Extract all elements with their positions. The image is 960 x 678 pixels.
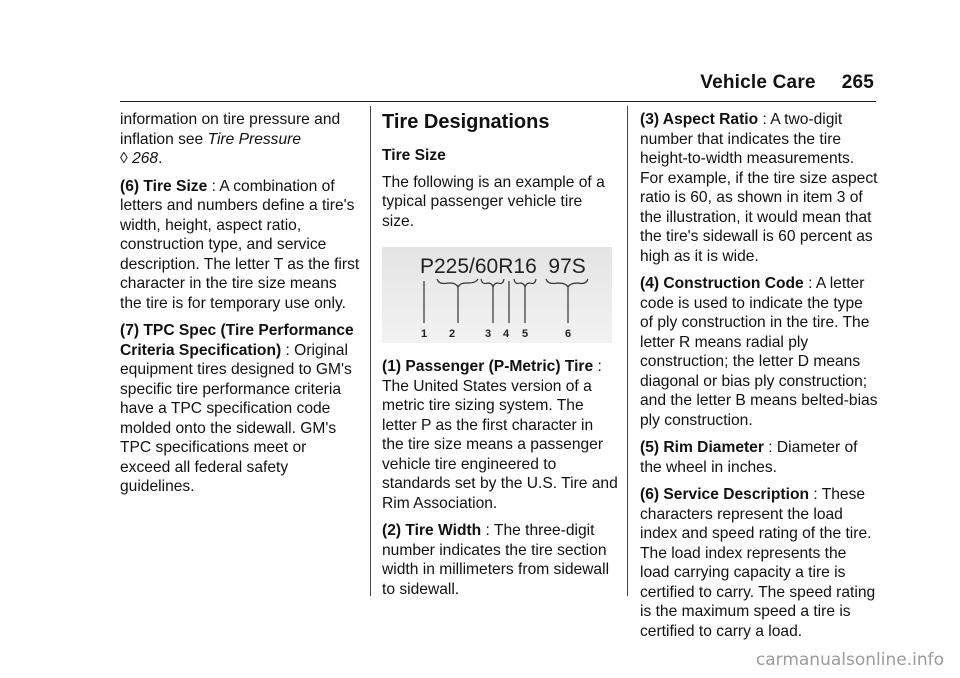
intro-paragraph: The following is an example of a typical passenger vehicle tire size. — [382, 173, 605, 230]
column-3 — [640, 110, 880, 649]
callout-number-6: 6 — [564, 328, 572, 340]
paragraph-tire-pressure-ref — [120, 110, 360, 169]
term-tire-width: (2) Tire Width — [382, 522, 482, 539]
definition-text: : A letter code is used to indicate the type of ply construction in the tire. The letter R means radial ply construction; the letter D means diagonal or bias ply construction; and the letter B means belted-bias ply construction. — [640, 275, 878, 429]
callout-number-2: 2 — [448, 328, 456, 340]
paragraph-construction-code — [640, 274, 880, 430]
callout-number-4: 4 — [502, 328, 510, 340]
header-rule — [120, 101, 876, 102]
paragraph-passenger-tire — [382, 357, 618, 513]
subsection-heading: Tire Size — [382, 147, 446, 164]
tire-code-text: P225/60R16 97S — [420, 255, 586, 278]
paragraph-tire-size — [120, 177, 360, 314]
paragraph-aspect-ratio — [640, 110, 880, 266]
definition-text: : A two-digit number that indicates the tire height-to-width measurements. For example, if the tire size aspect ratio is 60, as shown in item 3 of the illustration, it would mean that the tire's sidewall is 60 percent as high as it is wide. — [640, 111, 878, 265]
term-construction-code: (4) Construction Code — [640, 275, 804, 292]
tire-size-illustration — [382, 247, 612, 343]
definition-text: : Diameter of the wheel in inches. — [640, 439, 858, 476]
term-tire-size: (6) Tire Size — [120, 177, 208, 195]
paragraph-tire-width — [382, 521, 618, 599]
period: . — [158, 150, 163, 167]
term-service-description: (6) Service Description — [640, 486, 809, 503]
term-rim-diameter: (5) Rim Diameter — [640, 439, 764, 456]
callout-number-3: 3 — [484, 328, 492, 340]
page-number: 265 — [841, 72, 874, 93]
definition-text: : Original equipment tires designed to GM's specific tire performance criteria have a TPC specification code molded onto the sidewall. GM's TPC specifications meet or exceed all federal safety guidelines. — [120, 341, 352, 495]
paragraph-rim-diameter — [640, 438, 880, 477]
column-2 — [382, 110, 618, 607]
column-divider-1 — [370, 106, 371, 596]
callout-number-1: 1 — [420, 328, 428, 340]
definition-text: : The three-digit number indicates the tire section width in millimeters from sidewall to sidewall. — [382, 522, 610, 598]
term-aspect-ratio: (3) Aspect Ratio — [640, 111, 759, 128]
paragraph-service-description — [640, 485, 880, 641]
cross-reference-link[interactable]: Tire Pressure — [207, 130, 302, 148]
callout-number-5: 5 — [521, 328, 529, 340]
watermark: carmanualsonline.info — [755, 650, 944, 670]
column-1 — [120, 110, 360, 505]
definition-text: : These characters represent the load index and speed rating of the tire. The load index represents the load carrying capacity a tire is certified to carry. The speed rating is the maximum speed a tire is certified to carry a load. — [640, 486, 876, 640]
paragraph-tpc-spec — [120, 321, 360, 497]
page-header — [700, 72, 874, 94]
section-title: Vehicle Care — [700, 72, 816, 93]
paragraph-text: information on tire pressure and inflation see — [120, 111, 341, 148]
page-ref-icon: ◊ — [120, 150, 128, 167]
definition-text: : A combination of letters and numbers define a tire's width, height, aspect ratio, construction type, and service description. The letter T as the first character in the tire size means the tire is for temporary use only. — [120, 177, 360, 312]
column-divider-2 — [627, 106, 628, 596]
tire-size-figure-svg — [382, 247, 612, 343]
term-tpc-spec: (7) TPC Spec (Tire Performance Criteria Specification) — [120, 322, 354, 359]
definition-text: : The United States version of a metric tire sizing system. The letter P as the first character in the tire size means a passenger vehicle tire engineered to standards set by the U.S. Tire and Rim Association. — [382, 358, 618, 512]
section-heading: Tire Designations — [382, 111, 550, 133]
term-passenger-tire: (1) Passenger (P-Metric) Tire — [382, 358, 594, 375]
page-ref-number[interactable]: 268 — [132, 150, 159, 167]
